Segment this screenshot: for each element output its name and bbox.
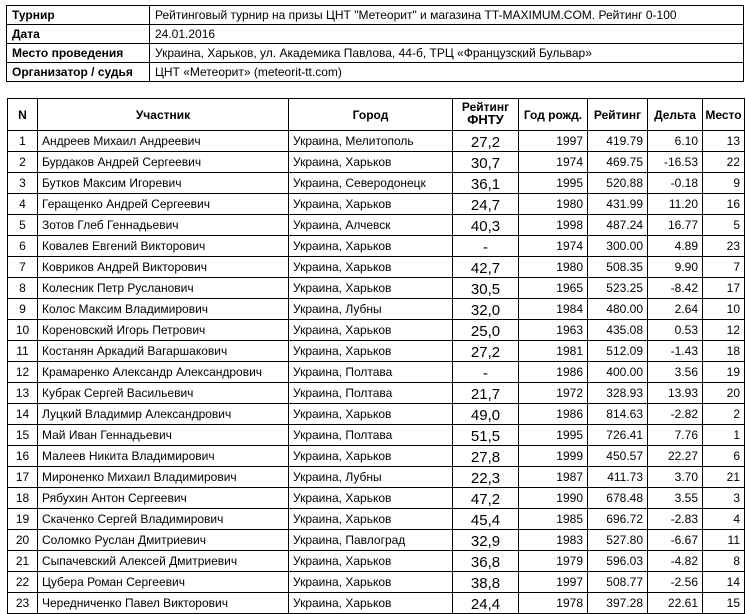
cell-fhtu-rating: 42,7	[453, 257, 519, 278]
cell-delta: 9.90	[648, 257, 703, 278]
cell-fhtu-rating: 24,4	[453, 593, 519, 614]
cell-delta: 22.27	[648, 446, 703, 467]
col-header-rating: Рейтинг	[588, 99, 648, 131]
cell-rating: 400.00	[588, 362, 648, 383]
col-header-participant: Участник	[38, 99, 289, 131]
cell-birth-year: 1980	[519, 194, 588, 215]
cell-participant: Луцкий Владимир Александрович	[38, 404, 289, 425]
cell-delta: -2.82	[648, 404, 703, 425]
cell-participant: Костанян Аркадий Вагаршакович	[38, 341, 289, 362]
table-row	[8, 215, 745, 236]
cell-birth-year: 1978	[519, 593, 588, 614]
cell-participant: Зотов Глеб Геннадьевич	[38, 215, 289, 236]
info-label: Дата	[7, 25, 150, 44]
cell-participant: Соломко Руслан Дмитриевич	[38, 530, 289, 551]
cell-rating: 508.77	[588, 572, 648, 593]
cell-rating: 523.25	[588, 278, 648, 299]
cell-number: 17	[8, 467, 38, 488]
cell-number: 7	[8, 257, 38, 278]
cell-participant: Ковриков Андрей Викторович	[38, 257, 289, 278]
table-row	[8, 572, 745, 593]
cell-place: 1	[703, 425, 745, 446]
cell-city: Украина, Павлоград	[289, 530, 453, 551]
cell-delta: 6.10	[648, 131, 703, 152]
cell-number: 21	[8, 551, 38, 572]
cell-number: 5	[8, 215, 38, 236]
cell-city: Украина, Северодонецк	[289, 173, 453, 194]
cell-city: Украина, Харьков	[289, 341, 453, 362]
cell-number: 20	[8, 530, 38, 551]
table-row	[8, 152, 745, 173]
table-row	[8, 446, 745, 467]
table-row	[8, 593, 745, 614]
cell-place: 4	[703, 509, 745, 530]
cell-participant: Андреев Михаил Андреевич	[38, 131, 289, 152]
cell-delta: -2.83	[648, 509, 703, 530]
cell-number: 1	[8, 131, 38, 152]
cell-fhtu-rating: 38,8	[453, 572, 519, 593]
cell-rating: 527.80	[588, 530, 648, 551]
cell-city: Украина, Харьков	[289, 278, 453, 299]
cell-place: 22	[703, 152, 745, 173]
col-header-fhtu-rating	[453, 99, 519, 131]
cell-number: 14	[8, 404, 38, 425]
cell-place: 18	[703, 341, 745, 362]
cell-number: 9	[8, 299, 38, 320]
cell-place: 17	[703, 278, 745, 299]
cell-number: 13	[8, 383, 38, 404]
col-header-place: Место	[703, 99, 745, 131]
cell-birth-year: 1980	[519, 257, 588, 278]
cell-delta: 3.55	[648, 488, 703, 509]
cell-place: 6	[703, 446, 745, 467]
cell-fhtu-rating: 47,2	[453, 488, 519, 509]
cell-participant: Крамаренко Александр Александрович	[38, 362, 289, 383]
cell-place: 14	[703, 572, 745, 593]
table-row	[8, 257, 745, 278]
cell-fhtu-rating: 45,4	[453, 509, 519, 530]
results-header-row	[8, 99, 745, 131]
cell-rating: 328.93	[588, 383, 648, 404]
cell-birth-year: 1983	[519, 530, 588, 551]
cell-fhtu-rating: 40,3	[453, 215, 519, 236]
cell-birth-year: 1995	[519, 173, 588, 194]
cell-delta: -8.42	[648, 278, 703, 299]
cell-birth-year: 1981	[519, 341, 588, 362]
cell-participant: Ковалев Евгений Викторович	[38, 236, 289, 257]
col-header-number: N	[8, 99, 38, 131]
cell-number: 22	[8, 572, 38, 593]
info-value: Рейтинговый турнир на призы ЦНТ "Метеорит" и магазина TT-MAXIMUM.COM. Рейтинг 0-100	[150, 6, 744, 25]
cell-rating: 480.00	[588, 299, 648, 320]
cell-delta: -6.67	[648, 530, 703, 551]
info-row-date	[7, 25, 744, 44]
cell-delta: 2.64	[648, 299, 703, 320]
cell-delta: -2.56	[648, 572, 703, 593]
table-row	[8, 299, 745, 320]
cell-participant: Мироненко Михаил Владимирович	[38, 467, 289, 488]
cell-place: 15	[703, 593, 745, 614]
cell-participant: Май Иван Геннадьевич	[38, 425, 289, 446]
cell-birth-year: 1979	[519, 551, 588, 572]
cell-number: 8	[8, 278, 38, 299]
cell-rating: 450.57	[588, 446, 648, 467]
info-label: Организатор / судья	[7, 63, 150, 82]
cell-participant: Бурдаков Андрей Сергеевич	[38, 152, 289, 173]
cell-birth-year: 1986	[519, 404, 588, 425]
cell-rating: 678.48	[588, 488, 648, 509]
cell-rating: 469.75	[588, 152, 648, 173]
cell-participant: Рябухин Антон Сергеевич	[38, 488, 289, 509]
cell-fhtu-rating: 27,2	[453, 131, 519, 152]
cell-fhtu-rating: 32,9	[453, 530, 519, 551]
cell-city: Украина, Полтава	[289, 362, 453, 383]
cell-city: Украина, Харьков	[289, 488, 453, 509]
cell-city: Украина, Харьков	[289, 572, 453, 593]
cell-birth-year: 1963	[519, 320, 588, 341]
cell-delta: -1.43	[648, 341, 703, 362]
cell-city: Украина, Полтава	[289, 383, 453, 404]
cell-participant: Бутков Максим Игоревич	[38, 173, 289, 194]
cell-place: 19	[703, 362, 745, 383]
info-label: Турнир	[7, 6, 150, 25]
tournament-info-table	[6, 5, 744, 82]
cell-city: Украина, Харьков	[289, 320, 453, 341]
cell-participant: Колос Максим Владимирович	[38, 299, 289, 320]
info-value: 24.01.2016	[150, 25, 744, 44]
cell-rating: 520.88	[588, 173, 648, 194]
cell-place: 2	[703, 404, 745, 425]
cell-city: Украина, Харьков	[289, 152, 453, 173]
cell-birth-year: 1984	[519, 299, 588, 320]
info-value: Украина, Харьков, ул. Академика Павлова, 44-б, ТРЦ «Французский Бульвар»	[150, 44, 744, 63]
cell-city: Украина, Мелитополь	[289, 131, 453, 152]
cell-participant: Колесник Петр Русланович	[38, 278, 289, 299]
cell-rating: 814.63	[588, 404, 648, 425]
cell-birth-year: 1997	[519, 131, 588, 152]
cell-participant: Малеев Никита Владимирович	[38, 446, 289, 467]
cell-number: 10	[8, 320, 38, 341]
info-label: Место проведения	[7, 44, 150, 63]
cell-participant: Кубрак Сергей Васильевич	[38, 383, 289, 404]
table-row	[8, 341, 745, 362]
cell-delta: 4.89	[648, 236, 703, 257]
table-row	[8, 173, 745, 194]
cell-fhtu-rating: -	[453, 362, 519, 383]
table-row	[8, 551, 745, 572]
results-table	[7, 98, 745, 614]
cell-delta: 3.56	[648, 362, 703, 383]
cell-city: Украина, Харьков	[289, 446, 453, 467]
cell-place: 21	[703, 467, 745, 488]
info-value: ЦНТ «Метеорит» (meteorit-tt.com)	[150, 63, 744, 82]
cell-rating: 487.24	[588, 215, 648, 236]
cell-birth-year: 1995	[519, 425, 588, 446]
cell-city: Украина, Харьков	[289, 551, 453, 572]
cell-number: 19	[8, 509, 38, 530]
cell-fhtu-rating: 27,8	[453, 446, 519, 467]
table-row	[8, 467, 745, 488]
cell-city: Украина, Алчевск	[289, 215, 453, 236]
cell-rating: 431.99	[588, 194, 648, 215]
cell-number: 4	[8, 194, 38, 215]
cell-participant: Сыпачевский Алексей Дмитриевич	[38, 551, 289, 572]
cell-rating: 435.08	[588, 320, 648, 341]
cell-number: 16	[8, 446, 38, 467]
cell-birth-year: 1986	[519, 362, 588, 383]
table-row	[8, 320, 745, 341]
table-row	[8, 362, 745, 383]
cell-participant: Цубера Роман Сергеевич	[38, 572, 289, 593]
cell-birth-year: 1985	[519, 509, 588, 530]
cell-birth-year: 1965	[519, 278, 588, 299]
cell-delta: 3.70	[648, 467, 703, 488]
cell-birth-year: 1972	[519, 383, 588, 404]
cell-delta: 0.53	[648, 320, 703, 341]
info-row-venue	[7, 44, 744, 63]
cell-fhtu-rating: 32,0	[453, 299, 519, 320]
cell-place: 7	[703, 257, 745, 278]
cell-rating: 596.03	[588, 551, 648, 572]
col-header-fhtu-top: Рейтинг	[461, 100, 510, 114]
table-row	[8, 131, 745, 152]
cell-place: 10	[703, 299, 745, 320]
cell-number: 15	[8, 425, 38, 446]
cell-city: Украина, Харьков	[289, 257, 453, 278]
cell-place: 12	[703, 320, 745, 341]
cell-delta: 11.20	[648, 194, 703, 215]
cell-participant: Геращенко Андрей Сергеевич	[38, 194, 289, 215]
cell-city: Украина, Харьков	[289, 194, 453, 215]
cell-place: 16	[703, 194, 745, 215]
info-row-organizer	[7, 63, 744, 82]
cell-participant: Чередниченко Павел Викторович	[38, 593, 289, 614]
cell-place: 3	[703, 488, 745, 509]
info-row-tournament	[7, 6, 744, 25]
cell-number: 3	[8, 173, 38, 194]
cell-birth-year: 1974	[519, 152, 588, 173]
cell-fhtu-rating: 36,8	[453, 551, 519, 572]
col-header-city: Город	[289, 99, 453, 131]
cell-city: Украина, Харьков	[289, 404, 453, 425]
cell-fhtu-rating: 22,3	[453, 467, 519, 488]
cell-place: 8	[703, 551, 745, 572]
col-header-birth-year: Год рожд.	[519, 99, 588, 131]
table-row	[8, 530, 745, 551]
cell-city: Украина, Харьков	[289, 593, 453, 614]
cell-city: Украина, Харьков	[289, 509, 453, 530]
table-row	[8, 488, 745, 509]
cell-fhtu-rating: -	[453, 236, 519, 257]
cell-rating: 726.41	[588, 425, 648, 446]
cell-rating: 300.00	[588, 236, 648, 257]
cell-birth-year: 1998	[519, 215, 588, 236]
cell-number: 18	[8, 488, 38, 509]
cell-fhtu-rating: 21,7	[453, 383, 519, 404]
cell-rating: 411.73	[588, 467, 648, 488]
table-row	[8, 236, 745, 257]
cell-birth-year: 1974	[519, 236, 588, 257]
cell-fhtu-rating: 30,5	[453, 278, 519, 299]
table-row	[8, 278, 745, 299]
cell-rating: 512.09	[588, 341, 648, 362]
table-row	[8, 383, 745, 404]
cell-fhtu-rating: 24,7	[453, 194, 519, 215]
cell-fhtu-rating: 30,7	[453, 152, 519, 173]
table-row	[8, 425, 745, 446]
cell-rating: 397.28	[588, 593, 648, 614]
cell-fhtu-rating: 25,0	[453, 320, 519, 341]
cell-city: Украина, Лубны	[289, 299, 453, 320]
cell-place: 5	[703, 215, 745, 236]
table-row	[8, 509, 745, 530]
cell-place: 23	[703, 236, 745, 257]
cell-city: Украина, Харьков	[289, 236, 453, 257]
cell-number: 11	[8, 341, 38, 362]
cell-number: 12	[8, 362, 38, 383]
cell-place: 11	[703, 530, 745, 551]
cell-fhtu-rating: 36,1	[453, 173, 519, 194]
cell-number: 2	[8, 152, 38, 173]
cell-birth-year: 1990	[519, 488, 588, 509]
cell-delta: 16.77	[648, 215, 703, 236]
cell-rating: 696.72	[588, 509, 648, 530]
table-row	[8, 404, 745, 425]
table-row	[8, 194, 745, 215]
cell-fhtu-rating: 27,2	[453, 341, 519, 362]
cell-delta: 22.61	[648, 593, 703, 614]
cell-fhtu-rating: 51,5	[453, 425, 519, 446]
cell-place: 9	[703, 173, 745, 194]
cell-city: Украина, Полтава	[289, 425, 453, 446]
cell-rating: 508.35	[588, 257, 648, 278]
cell-delta: -4.82	[648, 551, 703, 572]
cell-birth-year: 1987	[519, 467, 588, 488]
cell-place: 20	[703, 383, 745, 404]
cell-delta: 7.76	[648, 425, 703, 446]
cell-birth-year: 1999	[519, 446, 588, 467]
cell-city: Украина, Лубны	[289, 467, 453, 488]
cell-number: 23	[8, 593, 38, 614]
cell-delta: -16.53	[648, 152, 703, 173]
cell-fhtu-rating: 49,0	[453, 404, 519, 425]
cell-number: 6	[8, 236, 38, 257]
cell-delta: 13.93	[648, 383, 703, 404]
cell-place: 13	[703, 131, 745, 152]
cell-participant: Кореновский Игорь Петрович	[38, 320, 289, 341]
col-header-fhtu-bottom: ФНТУ	[467, 112, 504, 127]
cell-birth-year: 1997	[519, 572, 588, 593]
cell-delta: -0.18	[648, 173, 703, 194]
cell-rating: 419.79	[588, 131, 648, 152]
col-header-delta: Дельта	[648, 99, 703, 131]
cell-participant: Скаченко Сергей Владимирович	[38, 509, 289, 530]
